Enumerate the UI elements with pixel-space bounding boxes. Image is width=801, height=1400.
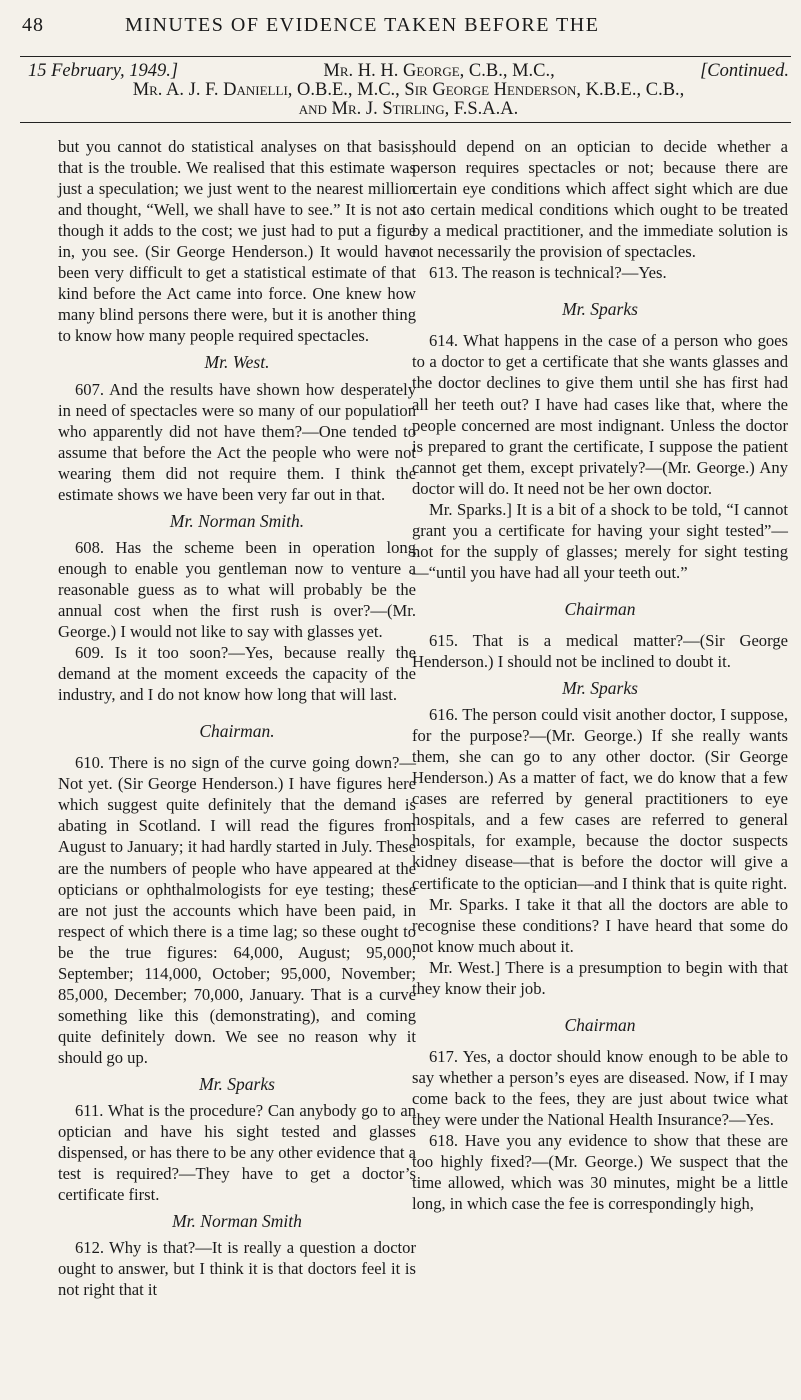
paragraph: should depend on an optician to decide whether a person requires spectacles or not; because there are certain eye conditions which affect sight which are due to certain medical conditions which ought to be treated by a medical practitioner, and the immediate solution is not necessarily the provision of spectacles. — [412, 137, 788, 262]
speaker-heading: Chairman. — [199, 721, 275, 742]
witness-header — [28, 62, 789, 119]
continued-label: [Continued. — [700, 61, 789, 81]
speaker-heading: Chairman — [564, 598, 636, 619]
paragraph-614: 614. What happens in the case of a person who goes to a doctor to get a certificate that she wants glasses and the doctor declines to give them until she has first had all her teeth out? I have had cases like that, where the people concerned are most indignant. Unless the doctor is prepared to grant the certificate, I suppose the patient cannot get them, except privately?—(Mr. George.) Any doctor will do. It need not be her own doctor. — [412, 331, 788, 498]
paragraph-608: 608. Has the scheme been in operation long enough to enable you gentleman now to venture a reasonable guess as to what will probably be the annual cost when the first rush is over?—(Mr. George.) I would not like to say with glasses yet. — [58, 537, 416, 642]
speaker-heading: Mr. Norman Smith — [172, 1211, 302, 1232]
paragraph-610: 610. There is no sign of the curve going down?—Not yet. (Sir George Henderson.) I have figures here which suggest quite definitely that the demand is abating in Scotland. I will read the figures from August to January; it had hardly started in July. These are the numbers of people who have appeared at the opticians or ophthalmologists for eye testing; these are not just the accounts which have been paid, in respect of which there is a time lag; so these ought to be the true figures: 64,000, August; 95,000, September; 114,000, October; 95,000, November; 85,000, December; 70,000, January. That is a curve something like this (demonstrating), and coming quite definitely down. We see no reason why it should go up. — [58, 753, 416, 1067]
session-date: 15 February, 1949.] — [28, 61, 179, 81]
paragraph-615: 615. That is a medical matter?—(Sir George Henderson.) I should not be inclined to doubt it. — [412, 630, 788, 672]
paragraph: but you cannot do statistical analyses on that basis; that is the trouble. We realised that this estimate was just a speculation; we just went to the nearest million and thought, “Well, we shall have to see.” It is not as though it adds to the cost; we just had to put a figure in, you see. (Sir George Henderson.) It would have been very difficult to get a statistical estimate of that kind before the Act came into force. One knew how many blind persons there were, but it is another thing to know how many people required spectacles. — [58, 137, 416, 346]
header-rule-top — [20, 56, 791, 57]
speaker-heading: Mr. Sparks — [562, 678, 638, 699]
speaker-heading: Mr. Sparks — [199, 1073, 275, 1094]
header-rule-bottom — [20, 122, 791, 123]
left-column — [58, 136, 416, 1300]
speaker-heading: Mr. Sparks — [562, 299, 638, 320]
witness-header-row — [28, 62, 789, 81]
paragraph: Mr. Sparks. I take it that all the doctors are able to recognise these conditions? I have heard that some do not know much about it. — [412, 894, 788, 956]
witnesses-line-1: Mr. H. H. George, C.B., M.C., — [323, 61, 555, 81]
witnesses-line-2: Mr. A. J. F. Danielli, O.B.E., M.C., Sir George Henderson, K.B.E., C.B., — [132, 80, 685, 100]
speaker-heading: Mr. West. — [204, 352, 270, 373]
paragraph-617: 617. Yes, a doctor should know enough to be able to say whether a person’s eyes are diseased. Now, if I may come back to the fees, they are just about twice what they were under the National Health Insurance?—Yes. — [412, 1046, 788, 1129]
running-title: MINUTES OF EVIDENCE TAKEN BEFORE THE — [125, 14, 600, 36]
witnesses-line-3: and Mr. J. Stirling, F.S.A.A. — [298, 99, 519, 119]
paragraph-609: 609. Is it too soon?—Yes, because really the demand at the moment exceeds the capacity of the industry, and I do not know how long that will last. — [58, 643, 416, 705]
paragraph-612: 612. Why is that?—It is really a question a doctor ought to answer, but I think it is that doctors feel it is not right that it — [58, 1238, 416, 1300]
right-column — [412, 136, 788, 1214]
paragraph-613: 613. The reason is technical?—Yes. — [429, 263, 667, 283]
paragraph-607: 607. And the results have shown how desperately in need of spectacles were so many of our population who apparently did not have them?—One tended to assume that before the Act the people who were not wearing them did not require them. I think the estimate shows we have been very far out in that. — [58, 379, 416, 504]
speaker-heading: Mr. Norman Smith. — [169, 510, 305, 531]
page-number: 48 — [22, 14, 44, 36]
paragraph: Mr. West.] There is a presumption to begin with that they know their job. — [412, 957, 788, 998]
paragraph-616: 616. The person could visit another doctor, I suppose, for the purpose?—(Mr. George.) If she really wants them, she can go to any other doctor. (Sir George Henderson.) As a matter of fact, we do know that a few cases are referred by general practitioners to eye hospitals, and a few cases are referred to general hospitals, for example, because the doctor suspects kidney disease—that is before the doctor will give a certificate to the optician—and I think that is quite right. — [412, 705, 788, 893]
speaker-heading: Chairman — [564, 1014, 636, 1035]
paragraph-611: 611. What is the procedure? Can anybody go to an optician and have his sight tested and glasses dispensed, or has there to be any other evidence that a test is required?—They have to get a doctor’s certificate first. — [58, 1101, 417, 1205]
paragraph: Mr. Sparks.] It is a bit of a shock to be told, “I cannot grant you a certificate for having your sight tested”—not for the supply of glasses; merely for sight testing—“until you have had all your teeth out.” — [412, 499, 788, 582]
paragraph-618: 618. Have you any evidence to show that these are too highly fixed?—(Mr. George.) We suspect that the time allowed, which was 30 minutes, might be a little long, in which case the fee is correspondingly high, — [412, 1131, 788, 1214]
